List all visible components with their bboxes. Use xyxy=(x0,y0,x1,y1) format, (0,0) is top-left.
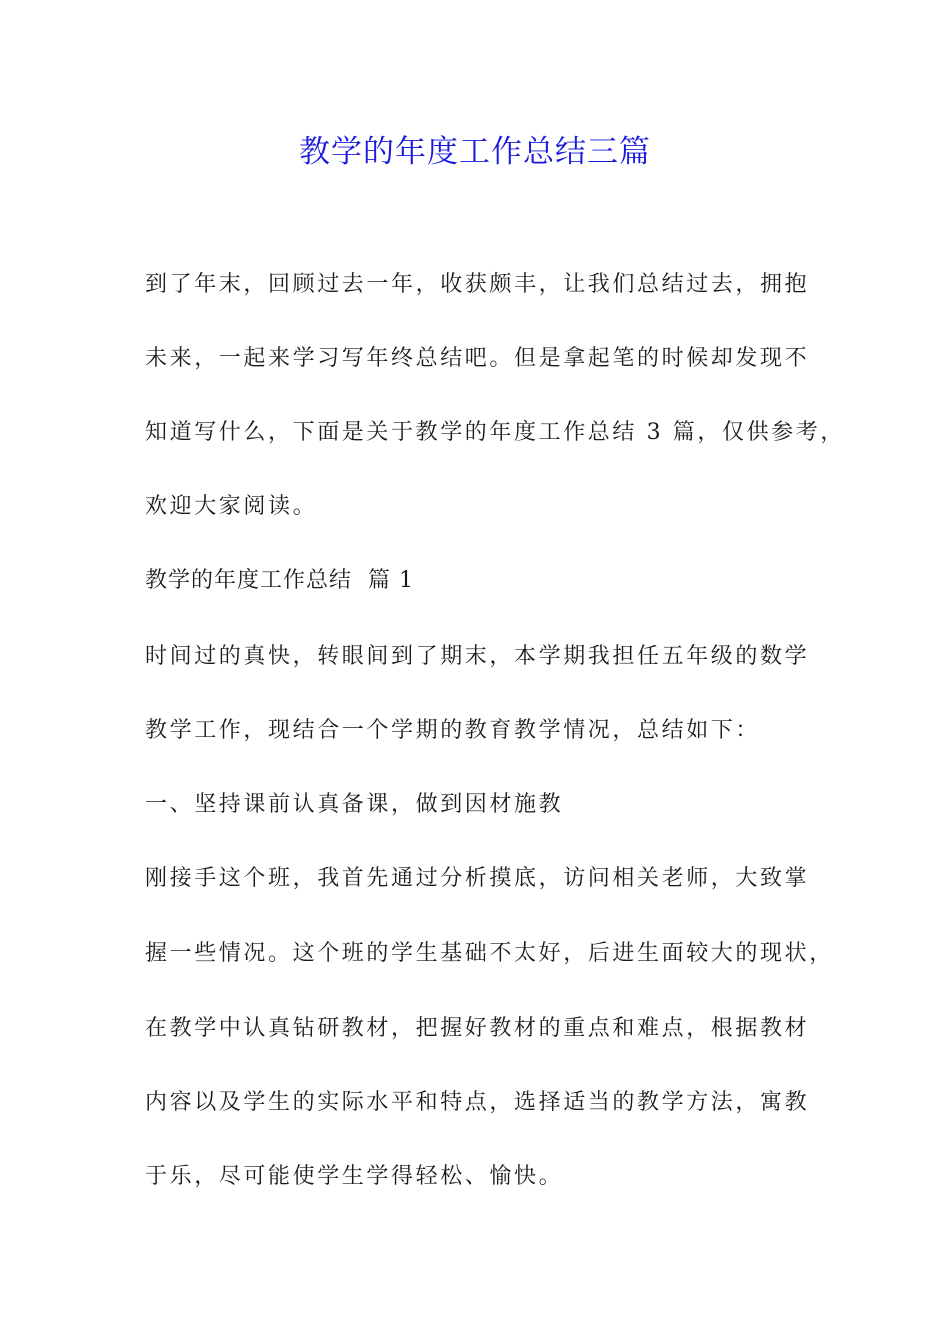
body-line: 教学工作，现结合一个学期的教育教学情况，总结如下： xyxy=(145,718,761,743)
body-line: 到了年末，回顾过去一年，收获颇丰，让我们总结过去，拥抱 xyxy=(145,272,810,297)
subsection-heading: 一、坚持课前认真备课，做到因材施教 xyxy=(145,792,564,817)
section-heading: 教学的年度工作总结 篇 1 xyxy=(145,568,414,593)
body-line: 时间过的真快，转眼间到了期末，本学期我担任五年级的数学 xyxy=(145,644,810,669)
body-line: 内容以及学生的实际水平和特点，选择适当的教学方法，寓教 xyxy=(145,1090,810,1115)
body-line: 于乐，尽可能使学生学得轻松、愉快。 xyxy=(145,1164,564,1189)
body-line: 知道写什么，下面是关于教学的年度工作总结 3 篇，仅供参考， xyxy=(145,420,845,445)
body-line: 刚接手这个班，我首先通过分析摸底，访问相关老师，大致掌 xyxy=(145,866,810,891)
body-line: 握一些情况。这个班的学生基础不太好，后进生面较大的现状， xyxy=(145,941,834,966)
document-title: 教学的年度工作总结三篇 xyxy=(299,134,651,170)
body-line: 未来，一起来学习写年终总结吧。但是拿起笔的时候却发现不 xyxy=(145,346,810,371)
body-line: 欢迎大家阅读。 xyxy=(145,494,318,519)
body-line: 在教学中认真钻研教材，把握好教材的重点和难点，根据教材 xyxy=(145,1016,810,1041)
